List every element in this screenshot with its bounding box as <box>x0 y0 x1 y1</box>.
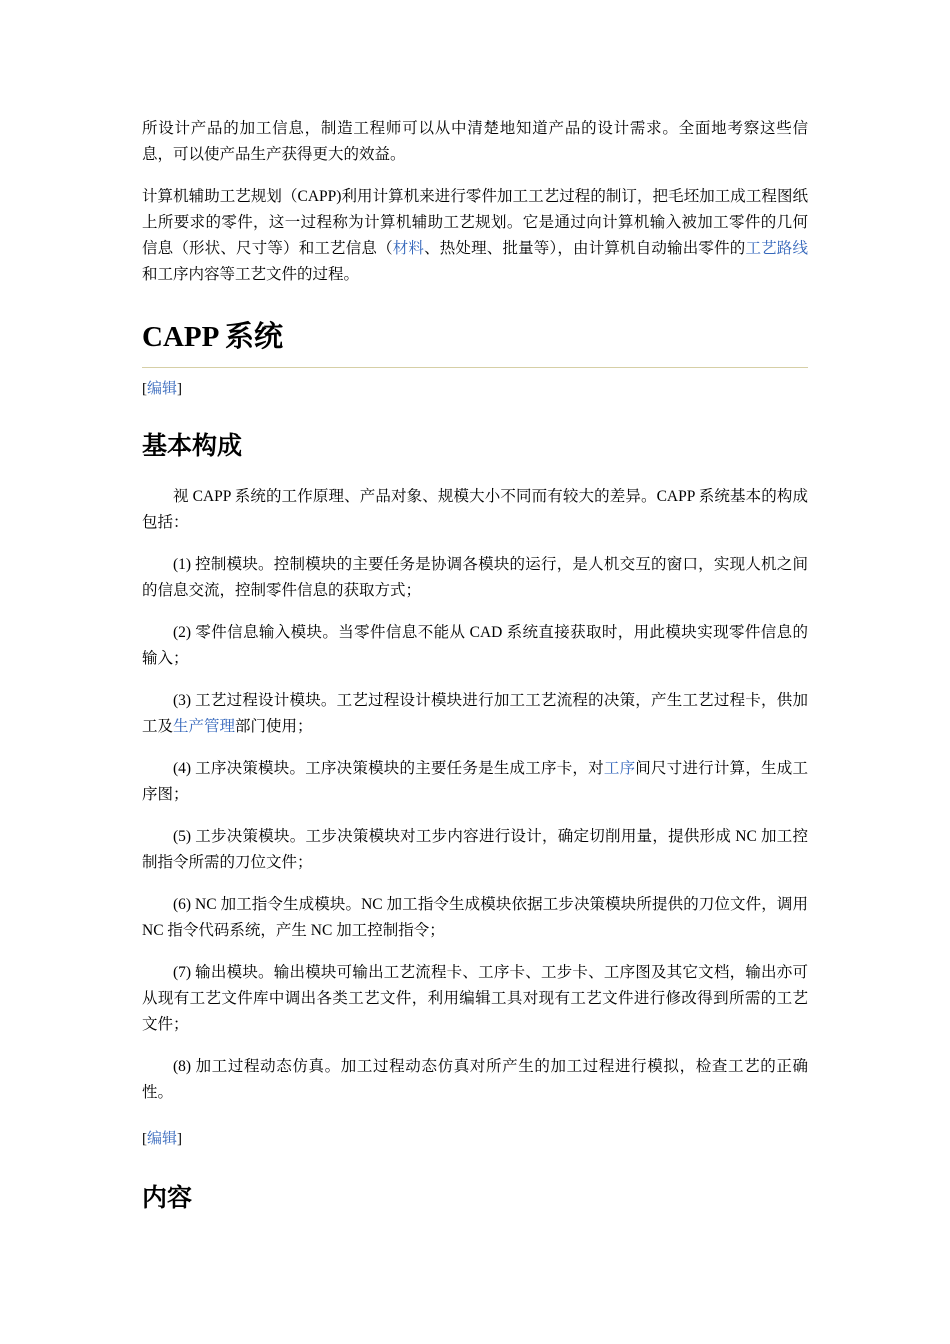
edit-link[interactable]: 编辑 <box>147 1131 178 1147</box>
bracket-open: [ <box>142 381 147 397</box>
lead-paragraph: 视 CAPP 系统的工作原理、产品对象、规模大小不同而有较大的差异。CAPP 系统基本的构成包括： <box>142 488 808 531</box>
article-body <box>142 0 808 1214</box>
link-process-route[interactable]: 工艺路线 <box>745 240 808 257</box>
module-item-4 <box>142 756 808 808</box>
text-segment: 间尺寸进行计算，生成工序图； <box>142 760 808 803</box>
module-item-5: (5) 工步决策模块。工步决策模块对工步内容进行设计，确定切削用量，提供形成 NC 加工控制指令所需的刀位文件； <box>142 828 808 871</box>
intro-paragraph-1: 所设计产品的加工信息，制造工程师可以从中清楚地知道产品的设计需求。全面地考察这些信息，可以使产品生产获得更大的效益。 <box>142 120 808 163</box>
text-segment: (4) 工序决策模块。工序决策模块的主要任务是生成工序卡，对 <box>173 760 604 777</box>
edit-line-2 <box>142 1128 808 1150</box>
link-materials[interactable]: 材料 <box>392 240 425 257</box>
link-production-management[interactable]: 生产管理 <box>173 718 236 735</box>
module-item-7: (7) 输出模块。输出模块可输出工艺流程卡、工序卡、工步卡、工序图及其它文档，输出亦可从现有工艺文件库中调出各类工艺文件，利用编辑工具对现有工艺文件进行修改得到所需的工艺文件； <box>142 964 808 1033</box>
module-item-8: (8) 加工过程动态仿真。加工过程动态仿真对所产生的加工过程进行模拟，检查工艺的正确性。 <box>142 1058 808 1101</box>
module-item-1: (1) 控制模块。控制模块的主要任务是协调各模块的运行，是人机交互的窗口，实现人机之间的信息交流，控制零件信息的获取方式； <box>142 556 808 599</box>
module-item-3 <box>142 688 808 740</box>
text-segment: 计算机辅助工艺规划（CAPP)利用计算机来进行零件加工工艺过程的制订，把毛坯加工成工程图纸上所要求的零件，这一过程称为计算机辅助工艺规划。它是通过向计算机输入被加工零件的几何信息（形状、尺寸等）和工艺信息（ <box>142 188 808 257</box>
text-segment: 部门使用； <box>235 718 313 735</box>
link-process-operation[interactable]: 工序 <box>603 760 636 777</box>
bracket-close: ] <box>177 1131 183 1147</box>
section-title-content: 内容 <box>142 1184 193 1212</box>
section-divider <box>142 367 808 368</box>
edit-link[interactable]: 编辑 <box>147 381 178 397</box>
subsection-title-basic-structure: 基本构成 <box>142 432 243 460</box>
text-segment: 、热处理、批量等），由计算机自动输出零件的 <box>424 240 746 257</box>
text-segment: (3) 工艺过程设计模块。工艺过程设计模块进行加工工艺流程的决策，产生工艺过程卡，供加工及 <box>142 692 808 735</box>
intro-paragraph-2 <box>142 184 808 288</box>
module-item-2: (2) 零件信息输入模块。当零件信息不能从 CAD 系统直接获取时，用此模块实现零件信息的输入； <box>142 624 808 667</box>
section-title-capp-system: CAPP 系统 <box>142 321 283 353</box>
text-segment: 和工序内容等工艺文件的过程。 <box>142 266 360 283</box>
module-item-6: (6) NC 加工指令生成模块。NC 加工指令生成模块依据工步决策模块所提供的刀位文件，调用 NC 指令代码系统，产生 NC 加工控制指令； <box>142 896 808 939</box>
edit-line-1 <box>142 378 808 400</box>
bracket-close: ] <box>177 381 183 397</box>
bracket-open: [ <box>142 1131 147 1147</box>
